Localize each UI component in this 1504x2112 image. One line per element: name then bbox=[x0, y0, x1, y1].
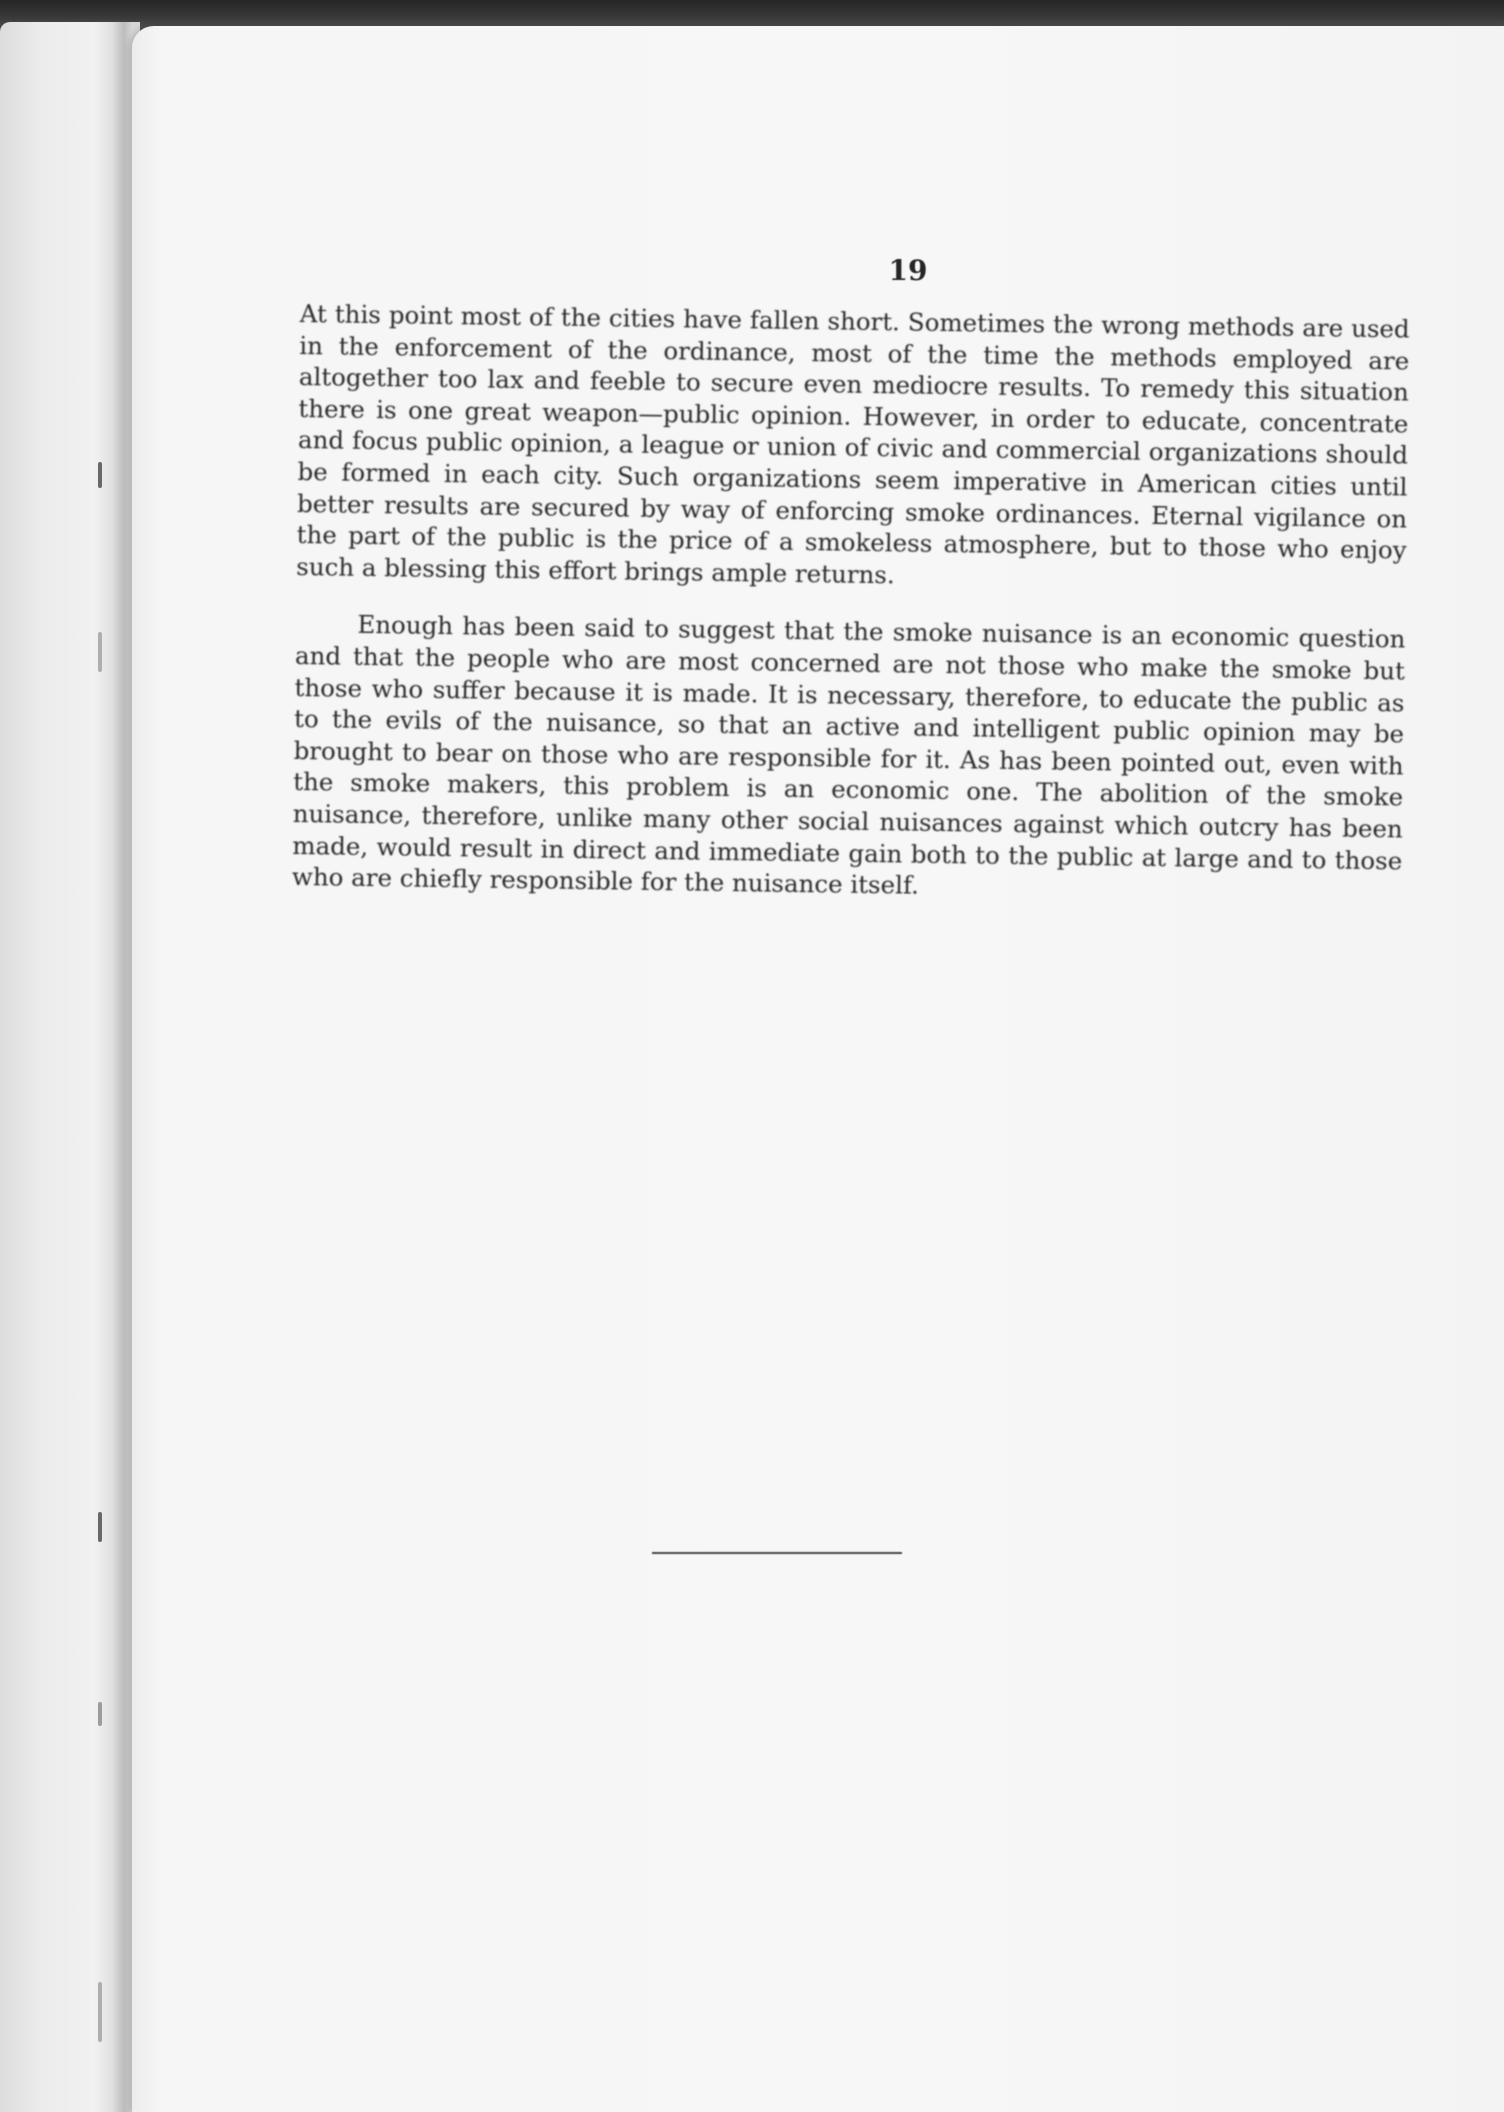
gutter-mark bbox=[98, 1702, 102, 1726]
book-page bbox=[132, 26, 1504, 2112]
paragraph: Enough has been said to suggest that the smoke nuisance is an economic question and that the people who are most concerned are not those who make the smoke but those who suffer because it is made. It is necessary, therefore, to educate the public as to the evils of the nuisance, so that an active and intelligent public opinion may be brought to bear on those who are responsible for it. As has been pointed out, even with the smoke makers, this problem is an economic one. The abolition of the smoke nuisance, therefore, unlike many other social nuisances against which outcry has been made, would result in direct and immediate gain both to the public at large and to those who are chiefly responsible for the nuisance itself. bbox=[291, 610, 1406, 900]
left-page-edge bbox=[0, 22, 140, 2112]
gutter-mark bbox=[98, 632, 102, 672]
body-text bbox=[291, 298, 1410, 934]
gutter-mark bbox=[98, 1982, 102, 2042]
gutter-mark bbox=[98, 1512, 102, 1542]
page-number: 19 bbox=[888, 254, 928, 287]
end-rule-divider bbox=[652, 1552, 902, 1554]
gutter-mark bbox=[98, 462, 102, 488]
paragraph: At this point most of the cities have fallen short. Sometimes the wrong methods are used in the enforcement of the ordinance, most of the time the methods employed are altogether too lax and feeble to secure even mediocre results. To remedy this situation there is one great weapon—public opinion. However, in order to educate, concentrate and focus public opinion, a league or union of civic and commercial organizations should be formed in each city. Such organizations seem imperative in American cities until better results are secured by way of enforcing smoke ordinances. Eternal vigilance on the part of the public is the price of a smokeless atmosphere, but to those who enjoy such a blessing this effort brings ample returns. bbox=[296, 298, 1410, 590]
